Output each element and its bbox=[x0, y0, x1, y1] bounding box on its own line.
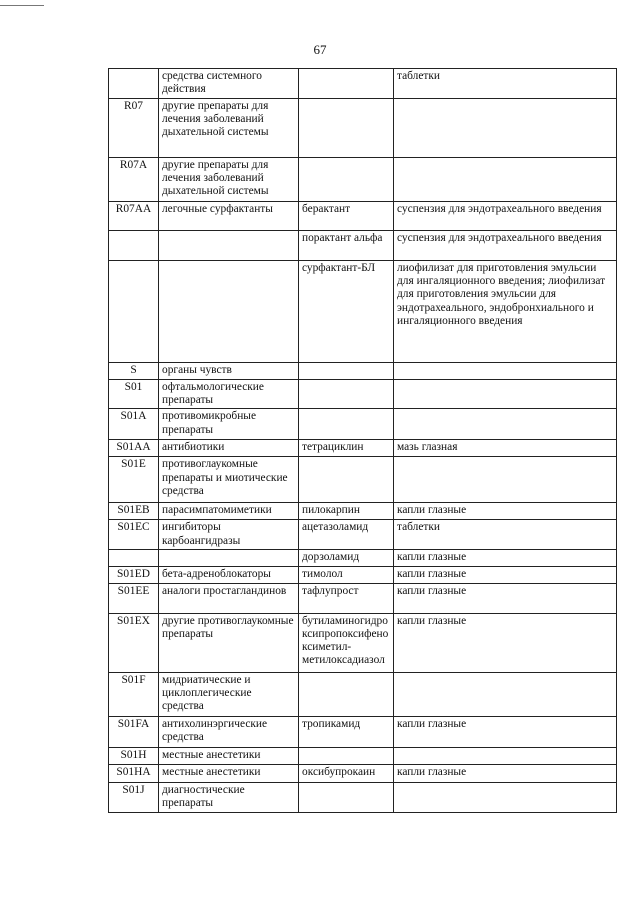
name-cell: бутиламиногидроксипропоксифеноксиметил-метилоксадиазол bbox=[299, 613, 394, 672]
table-row bbox=[109, 549, 617, 566]
table-row bbox=[109, 380, 617, 409]
group-cell bbox=[159, 549, 299, 566]
code-cell bbox=[109, 549, 159, 566]
table-row bbox=[109, 99, 617, 158]
table-row bbox=[109, 503, 617, 520]
form-cell: суспензия для эндотрахеального введения bbox=[394, 231, 617, 261]
name-cell bbox=[299, 363, 394, 380]
name-cell: оксибупрокаин bbox=[299, 764, 394, 782]
form-cell bbox=[394, 380, 617, 409]
group-cell: противоглаукомные препараты и миотические средства bbox=[159, 457, 299, 503]
form-cell: капли глазные bbox=[394, 583, 617, 613]
group-cell: средства системного действия bbox=[159, 69, 299, 99]
table-row bbox=[109, 782, 617, 812]
table-row bbox=[109, 566, 617, 583]
group-cell: органы чувств bbox=[159, 363, 299, 380]
code-cell: S01 bbox=[109, 380, 159, 409]
code-cell: R07 bbox=[109, 99, 159, 158]
table-row bbox=[109, 409, 617, 440]
name-cell bbox=[299, 409, 394, 440]
form-cell: таблетки bbox=[394, 520, 617, 549]
name-cell bbox=[299, 782, 394, 812]
table-row bbox=[109, 202, 617, 231]
form-cell bbox=[394, 158, 617, 202]
group-cell: бета-адреноблокаторы bbox=[159, 566, 299, 583]
group-cell bbox=[159, 261, 299, 363]
group-cell: легочные сурфактанты bbox=[159, 202, 299, 231]
code-cell: S01J bbox=[109, 782, 159, 812]
form-cell bbox=[394, 363, 617, 380]
code-cell: S01H bbox=[109, 747, 159, 764]
group-cell: парасимпатомиметики bbox=[159, 503, 299, 520]
group-cell: мидриатические и циклоплегические средства bbox=[159, 672, 299, 716]
code-cell: S01EB bbox=[109, 503, 159, 520]
name-cell: тафлупрост bbox=[299, 583, 394, 613]
name-cell bbox=[299, 747, 394, 764]
name-cell: порактант альфа bbox=[299, 231, 394, 261]
form-cell: капли глазные bbox=[394, 613, 617, 672]
code-cell bbox=[109, 231, 159, 261]
group-cell: антибиотики bbox=[159, 440, 299, 457]
name-cell: берактант bbox=[299, 202, 394, 231]
form-cell bbox=[394, 409, 617, 440]
form-cell: капли глазные bbox=[394, 566, 617, 583]
code-cell bbox=[109, 261, 159, 363]
form-cell: капли глазные bbox=[394, 503, 617, 520]
form-cell: капли глазные bbox=[394, 764, 617, 782]
table-row bbox=[109, 440, 617, 457]
code-cell: R07AA bbox=[109, 202, 159, 231]
form-cell bbox=[394, 457, 617, 503]
table-row bbox=[109, 457, 617, 503]
name-cell: тетрациклин bbox=[299, 440, 394, 457]
form-cell bbox=[394, 672, 617, 716]
drug-table-container bbox=[108, 68, 617, 813]
name-cell: тимолол bbox=[299, 566, 394, 583]
form-cell bbox=[394, 99, 617, 158]
name-cell bbox=[299, 69, 394, 99]
form-cell bbox=[394, 782, 617, 812]
name-cell bbox=[299, 158, 394, 202]
form-cell: суспензия для эндотрахеального введения bbox=[394, 202, 617, 231]
form-cell: капли глазные bbox=[394, 549, 617, 566]
group-cell: местные анестетики bbox=[159, 764, 299, 782]
name-cell: ацетазоламид bbox=[299, 520, 394, 549]
form-cell: капли глазные bbox=[394, 716, 617, 747]
table-row bbox=[109, 764, 617, 782]
name-cell: пилокарпин bbox=[299, 503, 394, 520]
code-cell bbox=[109, 69, 159, 99]
code-cell: S01F bbox=[109, 672, 159, 716]
table-row bbox=[109, 583, 617, 613]
table-row bbox=[109, 747, 617, 764]
code-cell: S01E bbox=[109, 457, 159, 503]
form-cell: лиофилизат для приготовления эмульсии для ингаляционного введения; лиофилизат для приготовления эмульсии для эндотрахеального, эндобронхиального и ингаляционного введения bbox=[394, 261, 617, 363]
table-row bbox=[109, 716, 617, 747]
table-row bbox=[109, 672, 617, 716]
form-cell: мазь глазная bbox=[394, 440, 617, 457]
code-cell: R07A bbox=[109, 158, 159, 202]
drug-table-body bbox=[109, 69, 617, 813]
form-cell: таблетки bbox=[394, 69, 617, 99]
name-cell: сурфактант-БЛ bbox=[299, 261, 394, 363]
table-row bbox=[109, 613, 617, 672]
page-number: 67 bbox=[313, 42, 327, 57]
drug-table bbox=[108, 68, 617, 813]
code-cell: S01EE bbox=[109, 583, 159, 613]
group-cell: другие препараты для лечения заболеваний дыхательной системы bbox=[159, 99, 299, 158]
group-cell: местные анестетики bbox=[159, 747, 299, 764]
group-cell: другие препараты для лечения заболеваний дыхательной системы bbox=[159, 158, 299, 202]
group-cell: ингибиторы карбоангидразы bbox=[159, 520, 299, 549]
table-row bbox=[109, 520, 617, 549]
group-cell: диагностические препараты bbox=[159, 782, 299, 812]
name-cell bbox=[299, 672, 394, 716]
name-cell bbox=[299, 380, 394, 409]
code-cell: S01FA bbox=[109, 716, 159, 747]
group-cell: другие противоглаукомные препараты bbox=[159, 613, 299, 672]
code-cell: S01HA bbox=[109, 764, 159, 782]
table-row bbox=[109, 231, 617, 261]
code-cell: S01AA bbox=[109, 440, 159, 457]
group-cell: офтальмологические препараты bbox=[159, 380, 299, 409]
group-cell bbox=[159, 231, 299, 261]
code-cell: S01A bbox=[109, 409, 159, 440]
code-cell: S01ED bbox=[109, 566, 159, 583]
group-cell: антихолинэргические средства bbox=[159, 716, 299, 747]
table-row bbox=[109, 69, 617, 99]
table-row bbox=[109, 261, 617, 363]
name-cell bbox=[299, 457, 394, 503]
group-cell: противомикробные препараты bbox=[159, 409, 299, 440]
code-cell: S01EC bbox=[109, 520, 159, 549]
table-row bbox=[109, 158, 617, 202]
code-cell: S bbox=[109, 363, 159, 380]
code-cell: S01EX bbox=[109, 613, 159, 672]
top-edge-line bbox=[0, 5, 44, 6]
form-cell bbox=[394, 747, 617, 764]
table-row bbox=[109, 363, 617, 380]
name-cell bbox=[299, 99, 394, 158]
group-cell: аналоги простагландинов bbox=[159, 583, 299, 613]
name-cell: тропикамид bbox=[299, 716, 394, 747]
name-cell: дорзоламид bbox=[299, 549, 394, 566]
